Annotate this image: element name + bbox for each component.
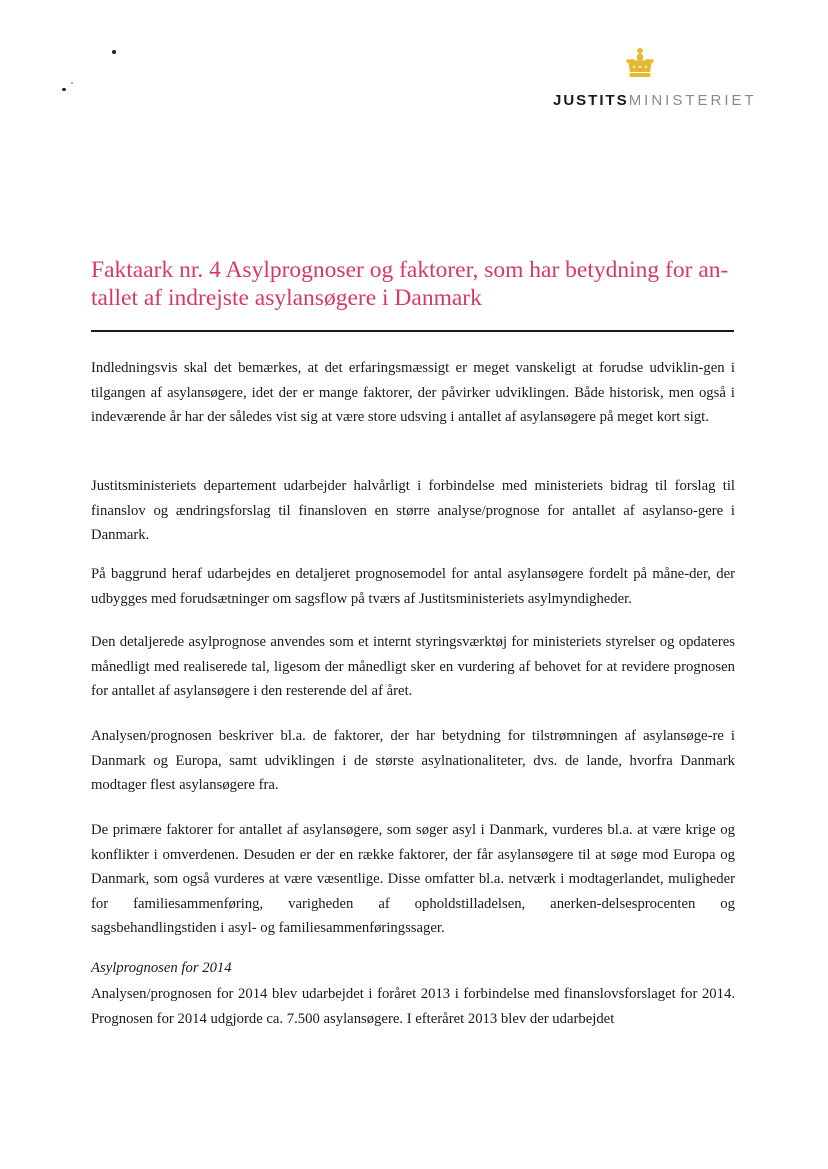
scan-speck [71,82,73,84]
paragraph-2014: Analysen/prognosen for 2014 blev udarbejdet i foråret 2013 i forbindelse med finanslovsforslaget for 2014. Prognosen for 2014 udgjorde ca. 7.500 asylansøgere. I efteråret 2013 blev der udarbejdet [91,986,735,1027]
paragraph-model: På baggrund heraf udarbejdes en detaljeret prognosemodel for antal asylansøgere fordelt på måne-der, der udbygges med forudsætninger om sagsflow på tværs af Justitsministeriets asylmyndigheder. [91,566,735,607]
scan-speck [62,88,66,91]
document-title [91,256,741,312]
brand-light: MINISTERIET [628,92,757,109]
section-subheading: Asylprognosen for 2014 [91,960,232,976]
title-line-1: Faktaark nr. 4 Asylprognoser og faktorer, som har betydning for an- [91,257,729,283]
title-divider [91,330,734,332]
paragraph-factors: De primære faktorer for antallet af asylansøgere, som søger asyl i Danmark, vurderes bl.a. at være krige og konflikter i omverdenen. Desuden er der en række faktorer, der får asylansøgere til at søge mod Europa og Danmark, som også vurderes at være væsentlige. Disse omfatter bl.a. netværk i modtagerlandet, muligheder for familiesammenføring, varigheden af opholdstilladelsen, anerken-delsesprocenten og sagsbehandlingstiden i asyl- og familiesammenføringssager. [91,822,735,936]
brand-bold: JUSTITS [553,92,629,109]
crown-icon [625,48,655,80]
paragraph-steering: Den detaljerede asylprognose anvendes som et internt styringsværktøj for ministeriets styrelser og opdateres månedligt med realiserede tal, ligesom der månedligt sker en vurdering af behovet for at revidere prognosen for antallet af asylansøgere i den resterende del af året. [91,634,735,699]
paragraph-analysis: Analysen/prognosen beskriver bl.a. de faktorer, der har betydning for tilstrømningen af asylansøge-re i Danmark og Europa, samt udviklingen i de største asylnationaliteter, dvs. de lande, hvorfra Danmark modtager flest asylansøgere fra. [91,728,735,793]
ministry-name [553,92,757,109]
ministry-logo [553,48,773,118]
title-line-2: tallet af indrejste asylansøgere i Danmark [91,285,482,311]
paragraph-department: Justitsministeriets departement udarbejder halvårligt i forbindelse med ministeriets bidrag til forslag til finanslov og ændringsforslag til finansloven en større analyse/prognose for antallet af asylanso-gere i Danmark. [91,478,735,543]
paragraph-intro: Indledningsvis skal det bemærkes, at det erfaringsmæssigt er meget vanskeligt at forudse udviklin-gen i tilgangen af asylansøgere, idet der er mange faktorer, der påvirker udviklingen. Både historisk, men også i indeværende år har der således vist sig at være store udsving i antallet af asylansøgere på meget kort sigt. [91,360,735,425]
scan-speck [112,50,116,54]
